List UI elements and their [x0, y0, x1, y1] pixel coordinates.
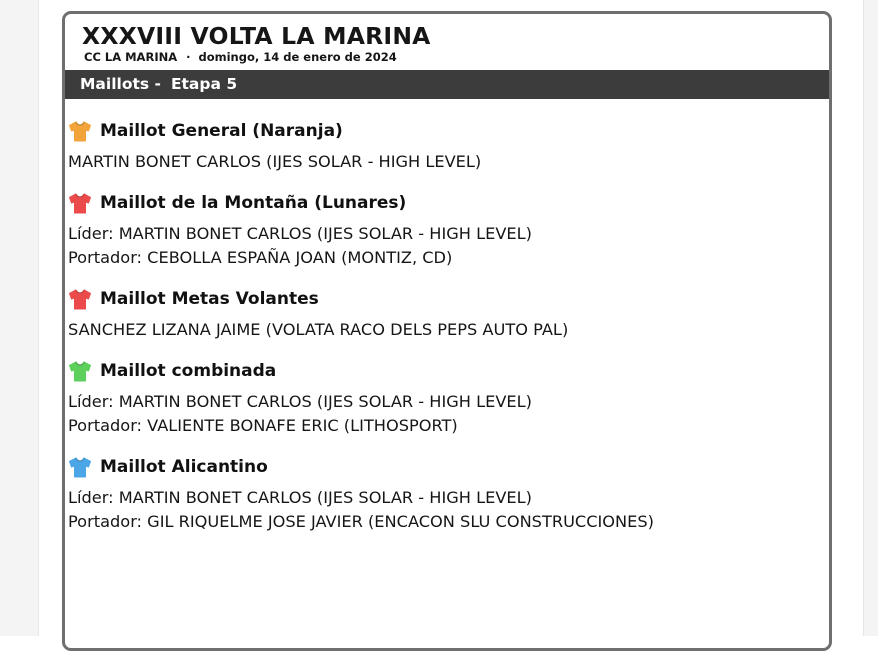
jersey-holder-line: MARTIN BONET CARLOS (IJES SOLAR - HIGH LEVEL) [68, 152, 482, 171]
jersey-heading [68, 359, 829, 383]
jersey-title: Maillot combinada [100, 361, 277, 381]
jersey-heading [68, 287, 829, 311]
jersey-title: Maillot General (Naranja) [100, 121, 343, 141]
race-title: XXXVIII VOLTA LA MARINA [82, 22, 431, 50]
jersey-holder-line: SANCHEZ LIZANA JAIME (VOLATA RACO DELS PEPS AUTO PAL) [68, 320, 569, 339]
subtitle-separator: · [186, 50, 191, 64]
jersey-list [65, 99, 829, 534]
jersey-icon [68, 288, 92, 310]
jersey-icon [68, 192, 92, 214]
jersey-title: Maillot de la Montaña (Lunares) [100, 193, 407, 213]
race-subtitle [84, 50, 829, 64]
jersey-title: Maillot Alicantino [100, 457, 268, 477]
race-date: domingo, 14 de enero de 2024 [198, 50, 397, 64]
jersey-holder-line: Líder: MARTIN BONET CARLOS (IJES SOLAR - HIGH LEVEL) [68, 488, 532, 507]
jersey-holder-line: Portador: CEBOLLA ESPAÑA JOAN (MONTIZ, CD) [68, 248, 453, 267]
race-header [65, 14, 829, 70]
jersey-section [68, 455, 829, 534]
jersey-section [68, 359, 829, 438]
jersey-holder-line: Líder: MARTIN BONET CARLOS (IJES SOLAR - HIGH LEVEL) [68, 392, 532, 411]
jersey-section [68, 119, 829, 174]
jersey-holder-line: Portador: VALIENTE BONAFE ERIC (LITHOSPORT) [68, 416, 458, 435]
jersey-holder-line: Portador: GIL RIQUELME JOSE JAVIER (ENCACON SLU CONSTRUCCIONES) [68, 512, 654, 531]
jersey-heading [68, 119, 829, 143]
jersey-icon [68, 120, 92, 142]
jersey-section [68, 191, 829, 270]
jersey-section [68, 287, 829, 342]
stage-bar [65, 70, 829, 99]
jersey-heading [68, 455, 829, 479]
stage-label: Etapa 5 [170, 75, 238, 93]
jersey-heading [68, 191, 829, 215]
club-name: CC LA MARINA [84, 50, 178, 64]
jersey-title: Maillot Metas Volantes [100, 289, 319, 309]
classification-card [62, 11, 832, 651]
jersey-icon [68, 456, 92, 478]
jersey-icon [68, 360, 92, 382]
jersey-holder-line: Líder: MARTIN BONET CARLOS (IJES SOLAR - HIGH LEVEL) [68, 224, 532, 243]
section-label: Maillots - [80, 75, 161, 93]
